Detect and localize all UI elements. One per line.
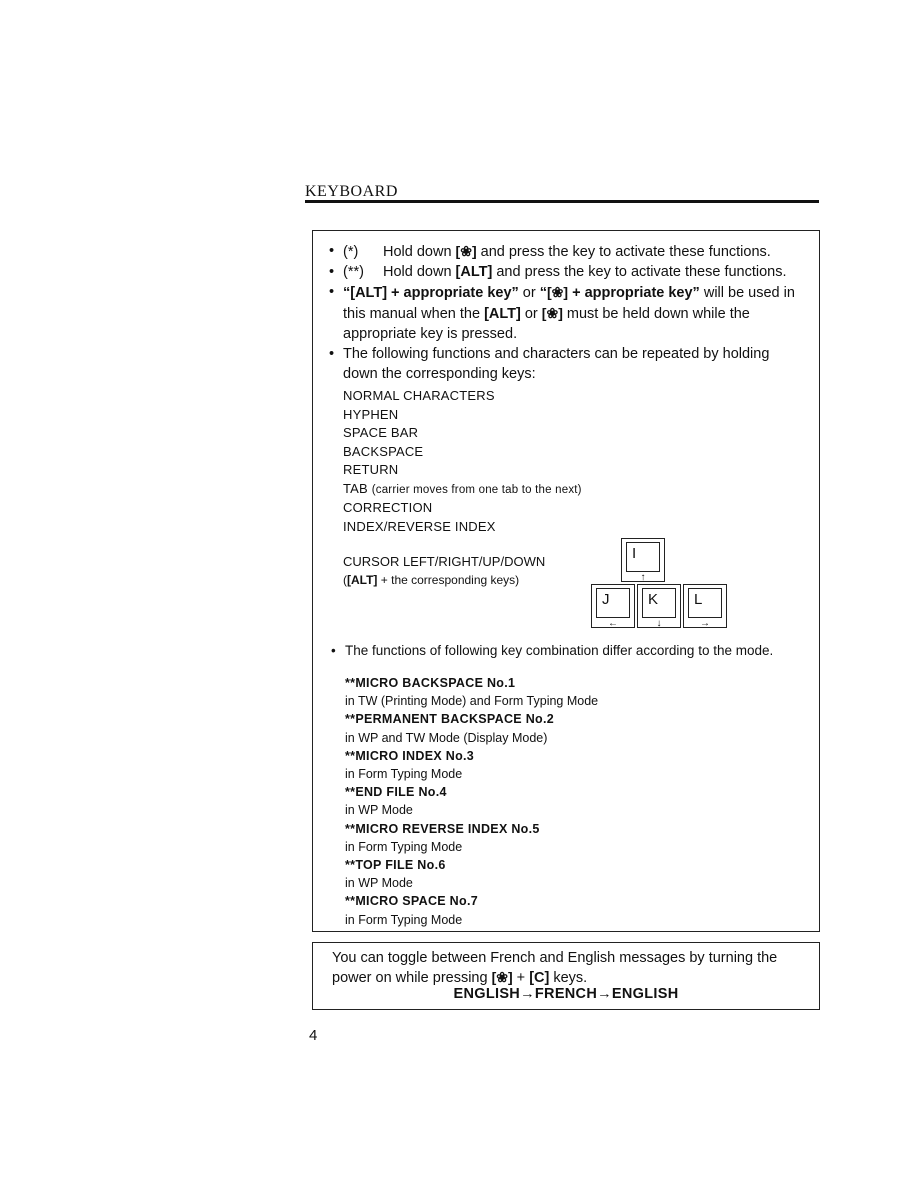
bullet-text: and press the key to activate these functions. xyxy=(476,244,771,260)
language-english: ENGLISH xyxy=(453,986,521,1002)
bullet-text: must be held down while the appropriate key is pressed. xyxy=(343,306,750,342)
key-left-icon xyxy=(591,584,635,628)
arrow-down-icon: ↓ xyxy=(656,618,662,629)
bullet-text: or xyxy=(520,306,542,322)
list-item: BACKSPACE xyxy=(343,443,424,459)
note-text: keys. xyxy=(549,970,588,986)
language-note-text xyxy=(332,949,808,988)
bullet-text: or xyxy=(518,285,540,301)
gear-key-icon: [❀] xyxy=(541,305,563,321)
arrow-left-icon: ← xyxy=(608,618,618,629)
key-face: I xyxy=(626,542,660,572)
language-french: FRENCH xyxy=(534,986,598,1002)
key-face: L xyxy=(688,588,722,618)
key-face: J xyxy=(596,588,630,618)
mode-intro-text: The functions of following key combination differ according to the mode. xyxy=(345,643,774,658)
mode-function-desc: in WP and TW Mode (Display Mode) xyxy=(345,730,548,745)
cursor-sub-text: + the corresponding keys) xyxy=(377,573,520,587)
arrow-up-icon: ↑ xyxy=(640,572,646,583)
mode-function-name: **END FILE No.4 xyxy=(345,785,447,800)
cursor-label: CURSOR LEFT/RIGHT/UP/DOWN xyxy=(343,554,546,569)
mode-function-desc: in TW (Printing Mode) and Form Typing Mode xyxy=(345,694,599,709)
alt-key: [ALT] xyxy=(347,573,378,587)
header-rule xyxy=(305,200,819,203)
list-item: NORMAL CHARACTERS xyxy=(343,388,495,403)
key-down-icon xyxy=(637,584,681,628)
language-sequence xyxy=(313,986,819,1002)
mode-function-desc: in WP Mode xyxy=(345,803,413,818)
bullet-text: Hold down xyxy=(383,264,456,280)
list-item: SPACE BAR xyxy=(343,425,419,440)
language-note-box xyxy=(312,942,820,1010)
bullet-text: The following functions and characters can be repeated by holding down the corresponding keys: xyxy=(343,346,770,382)
bullet-mark: (*) xyxy=(343,244,359,260)
bullet-text: Hold down xyxy=(383,244,456,260)
header-title: KEYBOARD xyxy=(305,183,398,200)
bullet-text: and press the key to activate these functions. xyxy=(492,264,787,280)
gear-combo-phrase: + appropriate key” xyxy=(568,285,700,301)
alt-key: [ALT] xyxy=(455,264,493,280)
bullet-item-1 xyxy=(327,241,807,262)
list-item: RETURN xyxy=(343,462,399,477)
bullet-item-2 xyxy=(327,262,807,282)
mode-function-name: **MICRO BACKSPACE No.1 xyxy=(345,676,516,690)
key-up-icon xyxy=(621,538,665,582)
tab-label: TAB xyxy=(343,480,368,496)
key-face: K xyxy=(642,588,676,618)
arrow-right-icon: → xyxy=(597,986,612,1002)
arrow-right-icon: → xyxy=(520,986,535,1002)
arrow-right-icon: → xyxy=(700,618,710,629)
bullet-item-4 xyxy=(327,344,807,384)
bullet-list xyxy=(327,241,807,384)
mode-function-desc: in WP Mode xyxy=(345,876,413,891)
c-key: [C] xyxy=(529,970,550,986)
mode-function-name: **TOP FILE No.6 xyxy=(345,858,446,873)
bullet-text: will be used in this manual when the xyxy=(343,285,795,322)
note-text: + xyxy=(512,970,530,986)
main-box xyxy=(312,230,820,932)
gear-key-icon: [❀] xyxy=(455,243,477,259)
mode-function-desc: in Form Typing Mode xyxy=(345,839,463,854)
cursor-sublabel xyxy=(343,571,519,589)
list-item: CORRECTION xyxy=(343,500,433,515)
mode-function-name: **PERMANENT BACKSPACE No.2 xyxy=(345,712,554,727)
list-item: INDEX/REVERSE INDEX xyxy=(343,518,496,534)
page-number: 4 xyxy=(309,1027,318,1044)
tab-note: (carrier moves from one tab to the next) xyxy=(371,483,582,496)
alt-combo-phrase: “[ALT] + appropriate key” xyxy=(343,285,519,301)
gear-key-icon: [❀] xyxy=(546,284,569,300)
cursor-keys-diagram xyxy=(591,538,731,636)
key-right-icon xyxy=(683,584,727,628)
mode-functions-intro: • The functions of following key combination differ according to the mode. xyxy=(331,643,774,658)
mode-function-name: **MICRO SPACE No.7 xyxy=(345,894,478,909)
mode-functions-list xyxy=(345,674,598,929)
gear-key-icon: [❀] xyxy=(491,969,513,985)
alt-key: [ALT] xyxy=(484,306,521,322)
cursor-sub-text: ( xyxy=(343,573,347,587)
mode-function-desc: in Form Typing Mode xyxy=(345,767,463,782)
bullet-mark: (**) xyxy=(343,264,364,280)
mode-function-desc: in Form Typing Mode xyxy=(345,912,463,927)
mode-function-name: **MICRO REVERSE INDEX No.5 xyxy=(345,821,540,836)
list-item: HYPHEN xyxy=(343,406,399,422)
mode-function-name: **MICRO INDEX No.3 xyxy=(345,748,475,763)
note-text: You can toggle between French and English messages by turning the power on while pressing xyxy=(332,950,778,986)
language-english: ENGLISH xyxy=(611,986,679,1002)
repeat-keys-list xyxy=(343,387,582,536)
bullet-item-3: • “[ALT] + appropriate key” or “[❀] + appropriate key” will be used in this manual when the [ALT] or [❀] must be held down while the appropriate key is pressed. xyxy=(327,282,807,344)
list-item-tab xyxy=(343,480,582,500)
